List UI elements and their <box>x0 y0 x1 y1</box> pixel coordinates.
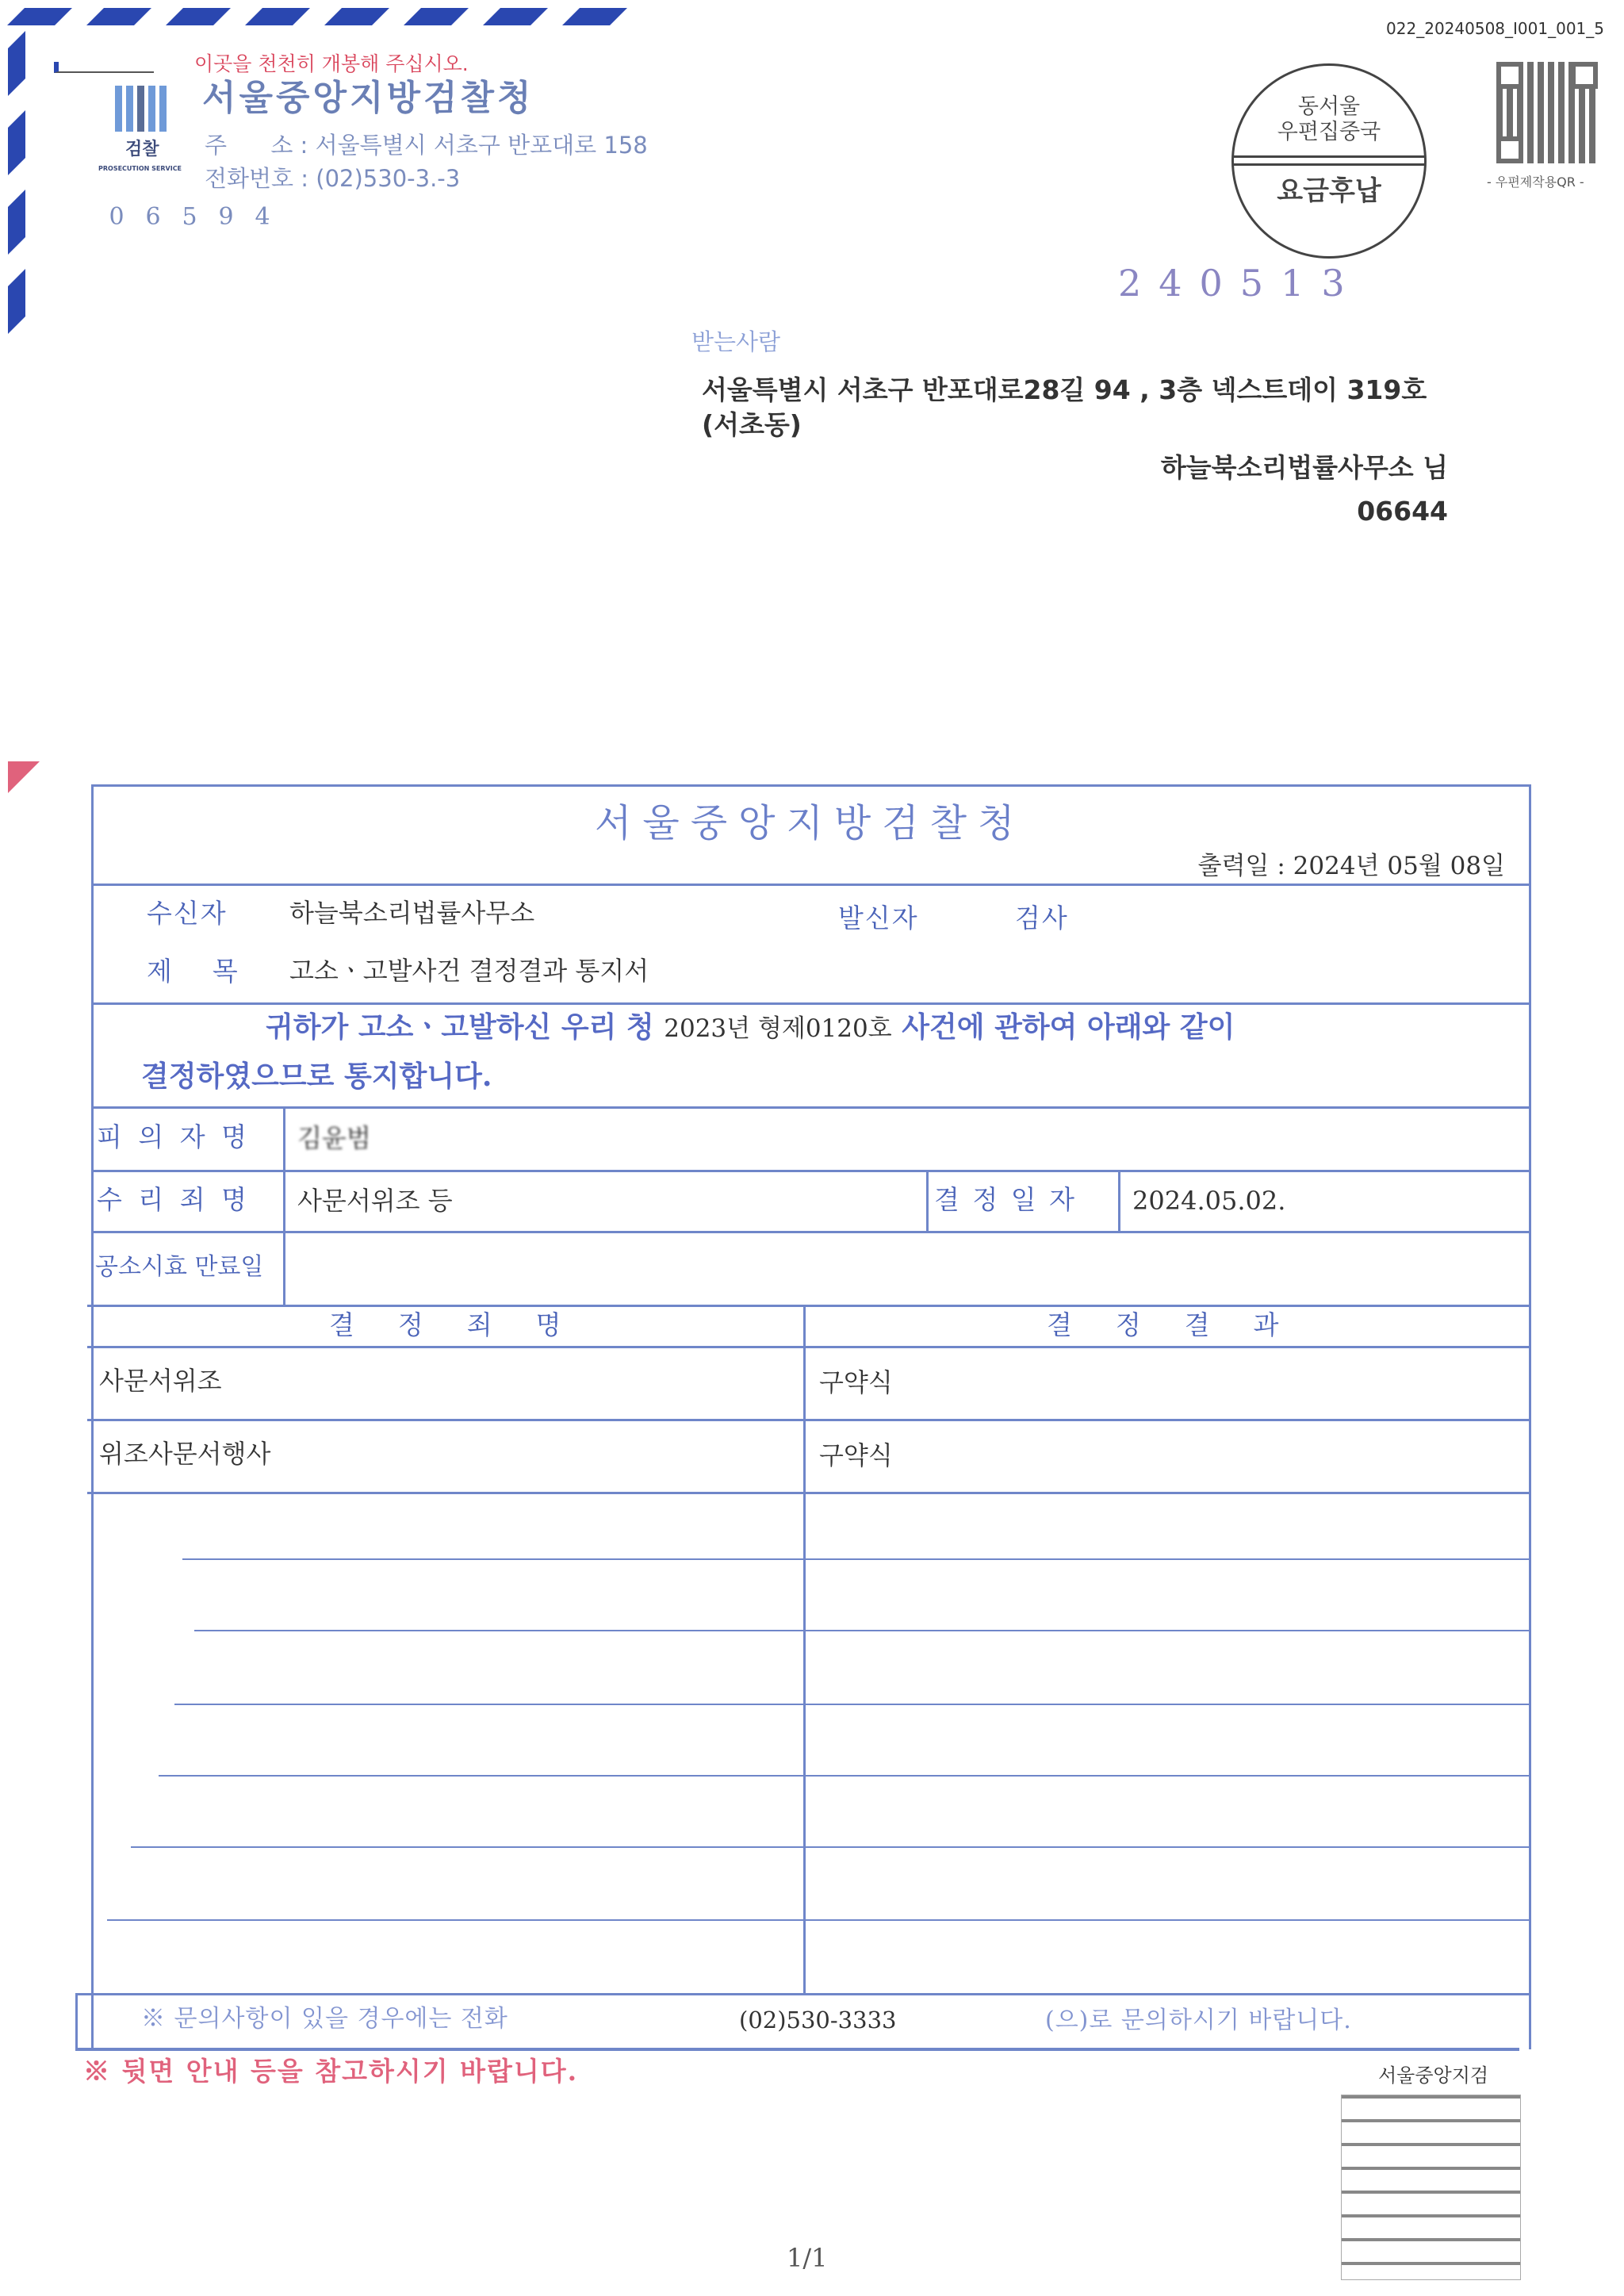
postmark <box>1231 63 1427 259</box>
postal-digit: 9 <box>218 203 234 231</box>
qr-caption: - 우편제작용QR - <box>1487 174 1584 190</box>
recipient-address-line2: (서초동) <box>702 409 802 440</box>
print-date: 2024년 05월 08일 <box>1293 852 1505 880</box>
notice-body-line1 <box>266 1010 1235 1045</box>
sender-address: 서울특별시 서초구 반포대로 158 <box>315 132 648 159</box>
sender: 검사 <box>1015 903 1069 933</box>
address-label: 주 소 <box>205 132 293 159</box>
postal-digit: 5 <box>182 203 197 231</box>
doc-code: 022_20240508_I001_001_5 <box>1386 19 1604 38</box>
footer-part1: ※ 문의사항이 있을 경우에는 전화 <box>141 2005 508 2033</box>
suspect-label: 피 의 자 명 <box>97 1121 248 1152</box>
footer-part2: (으)로 문의하시기 바랍니다. <box>1045 2007 1352 2034</box>
body-part2: 사건에 관하여 아래와 같이 <box>902 1010 1235 1044</box>
back-notice: ※ 뒷면 안내 등을 참고하시기 바랍니다. <box>83 2056 579 2087</box>
phone-label: 전화번호 <box>205 165 294 192</box>
result-charge: 위조사문서행사 <box>99 1439 271 1469</box>
print-date-row: 출력일 : 2024년 05월 08일 <box>1197 852 1505 880</box>
limitation-label: 공소시효 만료일 <box>95 1253 264 1281</box>
official-seal-image <box>1341 2095 1521 2280</box>
recipient-label: 받는사람 <box>691 328 781 355</box>
fold-mark-icon <box>8 761 40 793</box>
case-number: 2023년 형제0120호 <box>664 1014 892 1043</box>
sender-phone: (02)530-3.-3 <box>316 165 461 192</box>
notice-title: 서울중앙지방검찰청 <box>595 801 1026 845</box>
sender-org: 서울중앙지방검찰청 <box>202 78 534 118</box>
prosecution-logo <box>115 86 178 133</box>
seal-label: 서울중앙지검 <box>1378 2064 1489 2087</box>
print-date-label: 출력일 <box>1197 852 1270 880</box>
col-result-header: 결 정 결 과 <box>1047 1309 1281 1340</box>
open-notice: 이곳을 천천히 개봉해 주십시오. <box>194 52 469 75</box>
notice-body-line2: 결정하였으므로 통지합니다. <box>141 1060 492 1093</box>
col-charge-header: 결 정 죄 명 <box>329 1309 563 1340</box>
receiver: 하늘북소리법률사무소 <box>289 898 535 928</box>
recipient-name: 하늘북소리법률사무소 님 <box>1160 452 1448 483</box>
logo-subtext: PROSECUTION SERVICE <box>98 165 182 172</box>
recipient-postal-code: 06644 <box>1357 496 1448 527</box>
decision-date-label: 결 정 일 자 <box>934 1184 1076 1215</box>
subject-label: 제 목 <box>147 956 246 987</box>
suspect: 김윤범 <box>297 1123 371 1153</box>
sender-address-row: 주 소 : 서울특별시 서초구 반포대로 158 <box>205 132 648 159</box>
sender-label: 발신자 <box>838 903 919 933</box>
subject: 고소ㆍ고발사건 결정결과 통지서 <box>289 956 649 986</box>
postmark-office-line2: 우편집중국 <box>1277 120 1381 145</box>
tear-strip-icon <box>54 62 154 73</box>
postal-digit: 0 <box>109 203 124 231</box>
result-outcome: 구약식 <box>819 1440 893 1470</box>
logo-text: 검찰 <box>125 140 159 159</box>
footer-phone: (02)530-3333 <box>739 2007 897 2033</box>
page-number: 1/1 <box>787 2243 828 2273</box>
handwritten-number: 240513 <box>1118 262 1362 305</box>
qr-code-icon <box>1496 62 1598 163</box>
postal-digit: 4 <box>255 203 270 231</box>
decision-date: 2024.05.02. <box>1132 1186 1286 1216</box>
charge: 사문서위조 등 <box>297 1186 453 1216</box>
charge-label: 수 리 죄 명 <box>97 1184 248 1215</box>
receiver-label: 수신자 <box>147 898 228 929</box>
sender-phone-row: 전화번호 : (02)530-3.-3 <box>205 165 461 192</box>
sender-postal-code <box>102 203 278 232</box>
postal-digit: 6 <box>145 203 161 231</box>
recipient-address-line1: 서울특별시 서초구 반포대로28길 94 , 3층 넥스트데이 319호 <box>702 374 1427 405</box>
body-part1: 귀하가 고소ㆍ고발하신 우리 청 <box>266 1010 654 1044</box>
postmark-fee: 요금후납 <box>1277 174 1381 207</box>
result-outcome: 구약식 <box>819 1367 893 1397</box>
result-charge: 사문서위조 <box>99 1366 222 1396</box>
postmark-office-line1: 동서울 <box>1297 94 1361 119</box>
